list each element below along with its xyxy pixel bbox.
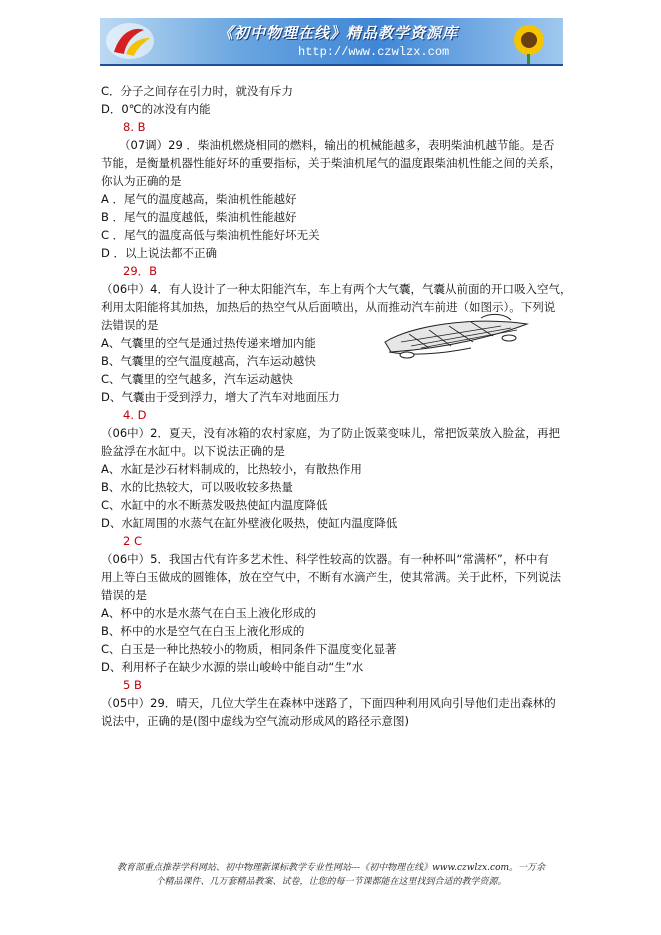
text-line: A、水缸是沙石材料制成的，比热较小，有散热作用 bbox=[101, 462, 362, 476]
header-banner bbox=[100, 18, 563, 64]
text-line: B、杯中的水是空气在白玉上液化形成的 bbox=[101, 624, 305, 638]
text-line: 错误的是 bbox=[101, 588, 147, 602]
page-footer bbox=[89, 861, 573, 889]
answer-line: 29．B bbox=[123, 264, 158, 278]
text-line: D、利用杯子在缺少水源的崇山峻岭中能自动“生”水 bbox=[101, 660, 364, 674]
sunflower-icon bbox=[491, 18, 561, 64]
footer-line: 教育部重点推荐学科网站、初中物理新课标教学专业性网站---《初中物理在线》www.czwlzx.com。一万余 bbox=[116, 863, 546, 873]
answer-line: 8. B bbox=[123, 120, 146, 134]
text-line: A ．尾气的温度越高，柴油机性能越好 bbox=[101, 192, 297, 206]
document-body bbox=[101, 82, 571, 730]
text-line: B ．尾气的温度越低，柴油机性能越好 bbox=[101, 210, 297, 224]
text-line: 用上等白玉做成的圆锥体，放在空气中，不断有水滴产生，使其常满。关于此杯，下列说法 bbox=[101, 570, 561, 584]
text-line: C、白玉是一种比热较小的物质，相同条件下温度变化显著 bbox=[101, 642, 397, 656]
answer-line: 2 C bbox=[123, 534, 143, 548]
text-line: 节能，是衡量机器性能好坏的重要指标，关于柴油机尾气的温度跟柴油机性能之间的关系， bbox=[101, 156, 561, 170]
text-line: B、气囊里的空气温度越高，汽车运动越快 bbox=[101, 354, 316, 368]
text-line: 脸盆浮在水缸中。以下说法正确的是 bbox=[101, 444, 285, 458]
text-line: 法错误的是 bbox=[101, 318, 159, 332]
site-title: 《初中物理在线》精品教学资源库 bbox=[218, 24, 459, 42]
text-line: B、水的比热较大，可以吸收较多热量 bbox=[101, 480, 293, 494]
text-line: C、气囊里的空气越多，汽车运动越快 bbox=[101, 372, 294, 386]
text-line: 你认为正确的是 bbox=[101, 174, 182, 188]
text-line: C、水缸中的水不断蒸发吸热使缸内温度降低 bbox=[101, 498, 328, 512]
footer-line: 个精品课件、几万套精品教案、试卷，让您的每一节课都能在这里找到合适的教学资源。 bbox=[155, 877, 507, 887]
text-line: A、气囊里的空气是通过热传递来增加内能 bbox=[101, 336, 316, 350]
text-line: D ．以上说法都不正确 bbox=[101, 246, 218, 260]
text-line: D、气囊由于受到浮力，增大了汽车对地面压力 bbox=[101, 390, 340, 404]
site-url[interactable]: http://www.czwlzx.com bbox=[298, 45, 450, 59]
text-line: A、杯中的水是水蒸气在白玉上液化形成的 bbox=[101, 606, 316, 620]
text-line: D、水缸周围的水蒸气在缸外壁液化吸热，使缸内温度降低 bbox=[101, 516, 398, 530]
header-rule bbox=[100, 64, 563, 66]
site-logo bbox=[104, 20, 156, 62]
text-line: （07调）29 ．柴油机燃烧相同的燃料，输出的机械能越多，表明柴油机越节能。是否 bbox=[119, 138, 555, 152]
text-line: 利用太阳能将其加热，加热后的热空气从后面喷出，从而推动汽车前进（如图示）。下列说 bbox=[101, 300, 556, 314]
text-line: （05中）29．晴天，几位大学生在森林中迷路了，下面四种利用风向引导他们走出森林的 bbox=[101, 696, 556, 710]
text-line: C ．尾气的温度高低与柴油机性能好坏无关 bbox=[101, 228, 320, 242]
solar-car-illustration bbox=[381, 312, 533, 362]
text-line: C．分子之间存在引力时，就没有斥力 bbox=[101, 84, 294, 98]
text-line: （06中）5．我国古代有许多艺术性、科学性较高的饮器。有一种杯叫“常满杯”，杯中有 bbox=[101, 552, 549, 566]
text-line: 说法中，正确的是(图中虚线为空气流动形成风的路径示意图) bbox=[101, 714, 409, 728]
text-line: D．0℃的冰没有内能 bbox=[101, 102, 211, 116]
answer-line: 5 B bbox=[123, 678, 142, 692]
answer-line: 4. D bbox=[123, 408, 147, 422]
text-line: （06中）2．夏天，没有冰箱的农村家庭，为了防止饭菜变味儿，常把饭菜放入脸盆，再把 bbox=[101, 426, 560, 440]
text-line: （06中）4．有人设计了一种太阳能汽车，车上有两个大气囊，气囊从前面的开口吸入空气， bbox=[101, 282, 572, 296]
